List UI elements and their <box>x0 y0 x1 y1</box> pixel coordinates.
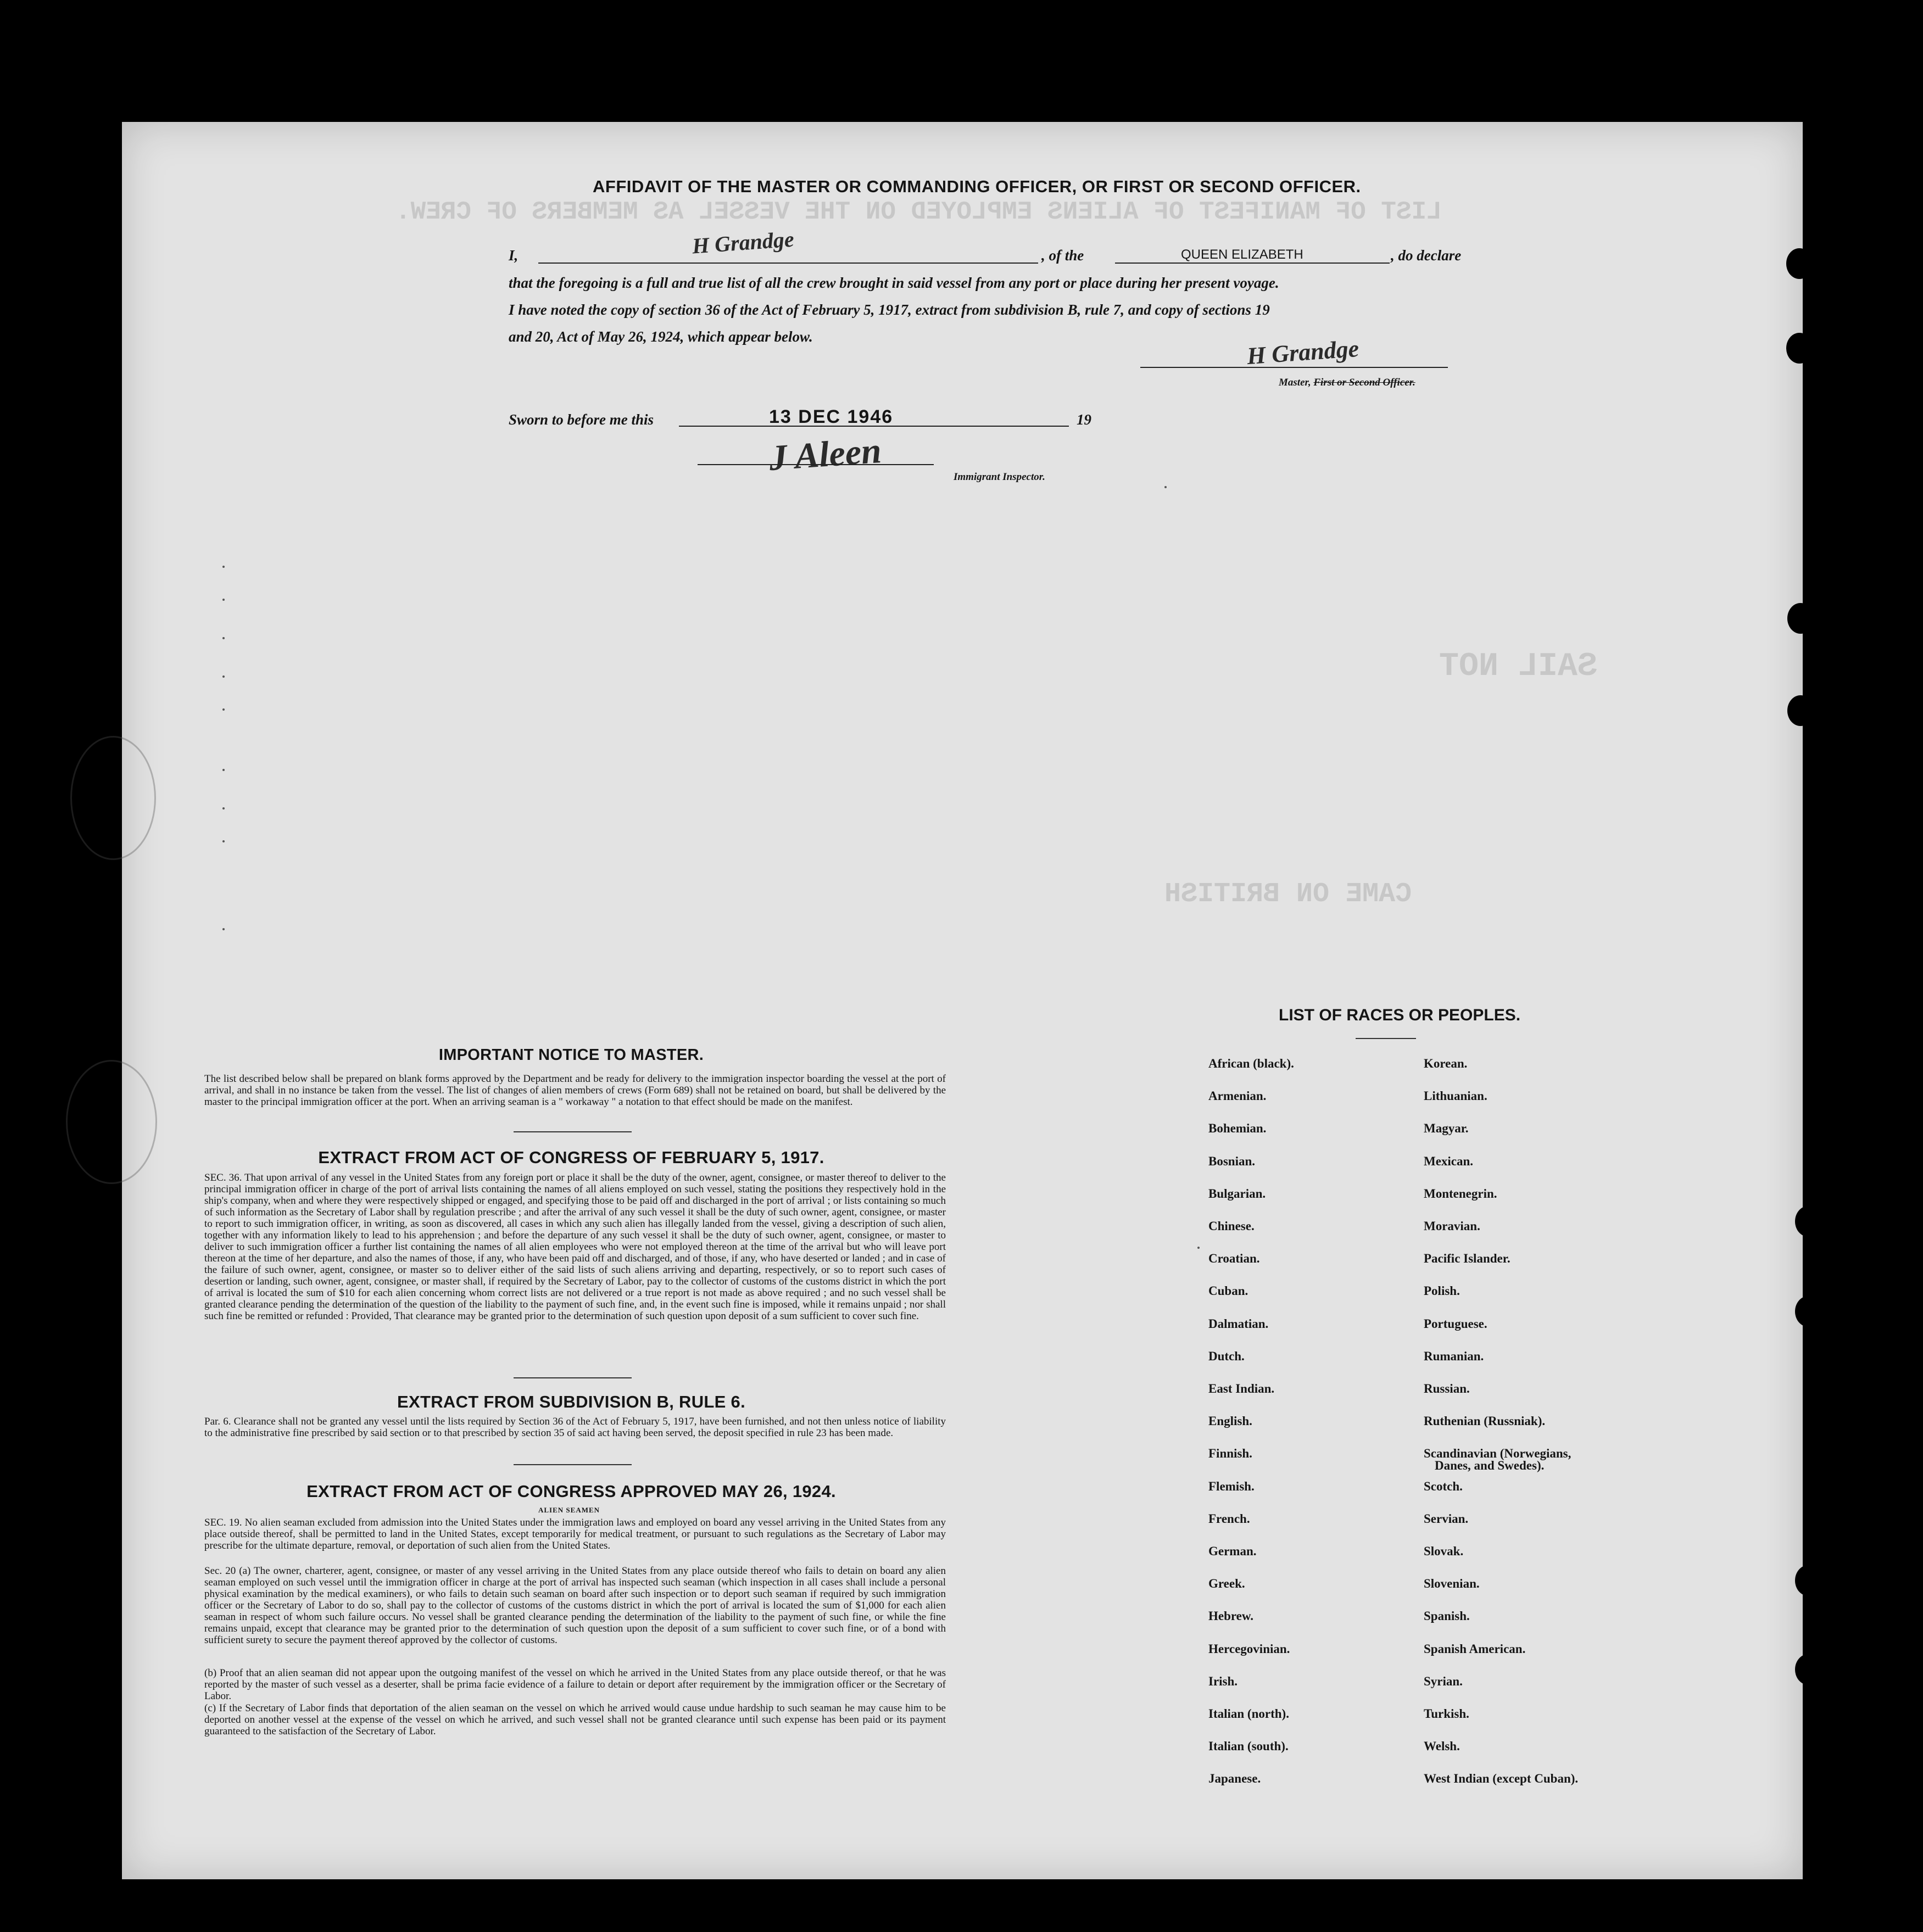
race-item: Pacific Islander. <box>1424 1252 1510 1266</box>
race-item: Irish. <box>1208 1674 1238 1688</box>
race-item: Turkish. <box>1424 1707 1469 1721</box>
race-item: Slovenian. <box>1424 1577 1480 1591</box>
race-item: African (black). <box>1208 1057 1294 1070</box>
divider <box>514 1377 632 1378</box>
master-label: Master, <box>1279 377 1311 388</box>
race-item: Scandinavian (Norwegians, <box>1424 1447 1571 1461</box>
race-item: Mexican. <box>1424 1154 1474 1168</box>
inspector-caption: Immigrant Inspector. <box>954 471 1045 483</box>
affidavit-line-2: that the foregoing is a full and true list of all the crew brought in said vessel from any port or place during her present voyage. <box>509 275 1279 291</box>
punch-hole <box>1786 248 1813 279</box>
races-title: LIST OF RACES OR PEOPLES. <box>1279 1006 1521 1024</box>
affidavit-i: I, <box>509 247 519 264</box>
race-item: Russian. <box>1424 1382 1470 1395</box>
notice-body: The list described below shall be prepared on blank forms approved by the Department and be ready for delivery to the immigration inspector boarding the vessel at the port of arrival, and shall in no instance be taken from the vessel. The list of changes of alien members of crews (Form 689) shall not be retained on board, but shall be delivered by the master to the principal immigration officer at the port. When an arriving seaman is a " workaway " a notation to that effect should be made on the manifest. <box>204 1073 946 1108</box>
vessel-name-field <box>1115 263 1390 264</box>
race-item: Armenian. <box>1208 1089 1267 1103</box>
race-item: Italian (north). <box>1208 1707 1289 1721</box>
punch-hole <box>1795 1296 1821 1327</box>
race-item: Bohemian. <box>1208 1121 1267 1136</box>
race-item: East Indian. <box>1208 1382 1275 1395</box>
sworn-text: Sworn to before me this <box>509 411 654 428</box>
race-item: Slovak. <box>1424 1544 1464 1558</box>
race-item: West Indian (except Cuban). <box>1424 1772 1579 1786</box>
race-item: Spanish. <box>1424 1609 1470 1623</box>
race-scandinavian-continued: Danes, and Swedes). <box>1435 1459 1545 1472</box>
affidavit-of-the: , of the <box>1041 247 1084 264</box>
affidavit-title: AFFIDAVIT OF THE MASTER OR COMMANDING OFFICER, OR FIRST OR SECOND OFFICER. <box>593 177 1361 196</box>
mark <box>222 566 225 568</box>
race-item: Finnish. <box>1208 1447 1252 1461</box>
extract-1924-sec19: SEC. 19. No alien seaman excluded from admission into the United States under the immigration laws and employed on board any vessel arriving in the United States from any place outside thereof, shall be permitted to land in the United States, except temporarily for medical treatment, or pursuant to such regulations as the Secretary of Labor may prescribe for the ultimate departure, removal, or deportation of such alien from the United States. <box>204 1517 946 1551</box>
race-item: Syrian. <box>1424 1674 1463 1688</box>
race-item: English. <box>1208 1414 1252 1428</box>
extract-1924-title: EXTRACT FROM ACT OF CONGRESS APPROVED MAY 26, 1924. <box>306 1482 836 1501</box>
race-item: Portuguese. <box>1424 1316 1487 1331</box>
race-item: Hercegovinian. <box>1208 1641 1290 1656</box>
extract-1924-sec20b: (b) Proof that an alien seaman did not appear upon the outgoing manifest of the vessel on which he arrived in the United States from any place outside thereof, or that he was reported by the master of such vessel as a deserter, shall be prima facie evidence of a failure to detain or deport after requirement by the immigration officer or the Secretary of Labor. <box>204 1667 946 1702</box>
mark <box>222 675 225 678</box>
race-item: Ruthenian (Russniak). <box>1424 1414 1546 1428</box>
race-item: Greek. <box>1208 1577 1245 1591</box>
punch-hole <box>1786 333 1813 364</box>
mark <box>222 637 225 639</box>
race-item: Scotch. <box>1424 1479 1463 1493</box>
divider <box>514 1464 632 1465</box>
mark <box>222 928 225 930</box>
faint-seal-stamp <box>70 736 156 860</box>
rule-6-title: EXTRACT FROM SUBDIVISION B, RULE 6. <box>397 1392 745 1411</box>
mark <box>222 769 225 771</box>
race-item: Montenegrin. <box>1424 1186 1497 1200</box>
mark <box>222 599 225 601</box>
extract-1917-body: SEC. 36. That upon arrival of any vessel in the United States from any foreign port or place it shall be the duty of the owner, agent, consignee, or master thereof to deliver to the principal immigration officer in charge of the port of arrival lists containing the names of all aliens employed on such vessel, stating the positions they respectively hold in the ship's company, when and where they were respectively shipped or engaged, and specifying those to be paid off and discharged in the port of arrival ; or lists containing so much of such information as the Secretary of Labor shall by regulation prescribe ; and after the arrival of any such vessel it shall be the duty of such owner, agent, consignee, or master to report to such immigration officer, in writing, as soon as discovered, all cases in which any such alien has illegally landed from the vessel, giving a description of such alien, together with any information likely to lead to his apprehension ; and before the departure of any such vessel it shall be the duty of such owner, agent, consignee, or master to deliver to such immigration officer a further list containing the names of all alien employees who were not employed thereon at the time of the arrival but who will leave port thereon at the time of her departure, and also the names of those, if any, who have been paid off and discharged, and of those, if any, who have deserted or landed ; and in case of the failure of such owner, agent, consignee, or master so to deliver either of the said lists of such aliens arriving and departing, respectively, or so to report such cases of desertion or landing, such owner, agent, consignee, or master shall, if required by the Secretary of Labor, pay to the collector of customs of the customs district in which the port of arrival is located the sum of $10 for each alien concerning whom correct lists are not delivered or a true report is not made as above required ; and no such vessel shall be granted clearance pending the determination of the question of the liability to the payment of such fine, and, in the event such fine is imposed, while it remains unpaid ; nor shall such fine be remitted or refunded : Provided, That clearance may be granted prior to the determination of such question upon deposit of a sum sufficient to cover such fine. <box>204 1172 946 1322</box>
divider <box>1356 1038 1416 1039</box>
race-item: French. <box>1208 1511 1250 1526</box>
notice-title: IMPORTANT NOTICE TO MASTER. <box>438 1046 704 1064</box>
race-item: Polish. <box>1424 1284 1460 1298</box>
race-item: Korean. <box>1424 1057 1468 1070</box>
race-item: Bosnian. <box>1208 1154 1256 1168</box>
mark <box>1164 486 1167 488</box>
punch-hole <box>1795 1206 1821 1237</box>
mark <box>1197 1247 1200 1249</box>
master-caption <box>1279 377 1415 389</box>
master-signature: H Grandge <box>1246 334 1360 370</box>
inspector-signature-line <box>698 464 934 465</box>
race-item: Chinese. <box>1208 1219 1255 1233</box>
race-item: Italian (south). <box>1208 1739 1289 1754</box>
rule-6-body: Par. 6. Clearance shall not be granted any vessel until the lists required by Section 36 of the Act of February 5, 1917, have been furnished, and not then unless notice of liability to the administrative fine prescribed by said section or to that prescribed by section 35 of said act having been served, the deposit specified in rule 23 has been made. <box>204 1416 946 1439</box>
punch-hole <box>1787 603 1814 634</box>
race-item: Rumanian. <box>1424 1349 1484 1363</box>
race-item: Japanese. <box>1208 1772 1261 1786</box>
race-item: German. <box>1208 1544 1257 1558</box>
extract-1917-title: EXTRACT FROM ACT OF CONGRESS OF FEBRUARY 5, 1917. <box>318 1148 824 1167</box>
punch-hole <box>1795 1654 1821 1685</box>
master-signature-top: H Grandge <box>691 226 795 259</box>
divider <box>514 1131 632 1132</box>
master-signature-line <box>1140 367 1448 368</box>
bleed-through: CAME ON BRITISH <box>1164 879 1412 910</box>
mark <box>222 807 225 809</box>
race-item: Flemish. <box>1208 1479 1255 1493</box>
affidavit-line-4: and 20, Act of May 26, 1924, which appear below. <box>509 328 813 345</box>
affidavit-line-1 <box>509 247 1486 264</box>
race-item: Cuban. <box>1208 1284 1248 1298</box>
race-item: Hebrew. <box>1208 1609 1253 1623</box>
race-item: Dalmatian. <box>1208 1316 1269 1331</box>
bleed-through: LIST OF MANIFEST OF ALIENS EMPLOYED ON THE VESSEL AS MEMBERS OF CREW. <box>395 198 1442 226</box>
race-item: Bulgarian. <box>1208 1186 1266 1200</box>
race-item: Magyar. <box>1424 1121 1469 1136</box>
race-item: Servian. <box>1424 1511 1469 1526</box>
sworn-date-stamp: 13 DEC 1946 <box>769 406 894 427</box>
extract-1924-sec20c: (c) If the Secretary of Labor finds that deportation of the alien seaman on the vessel on which he arrived would cause undue hardship to such seaman he may cause him to be deported on another vessel at the expense of the vessel on which he arrived, and such vessel shall not be granted clearance until such expense has been paid or its payment guaranteed to the satisfaction of the Secretary of Labor. <box>204 1702 946 1737</box>
faint-seal-stamp <box>66 1060 157 1184</box>
race-item: Spanish American. <box>1424 1641 1526 1656</box>
vessel-name: QUEEN ELIZABETH <box>1181 247 1303 262</box>
mark <box>222 708 225 711</box>
sworn-year: 19 <box>1077 411 1091 428</box>
declarant-name-field <box>538 263 1038 264</box>
race-item: Dutch. <box>1208 1349 1245 1363</box>
race-item: Lithuanian. <box>1424 1089 1487 1103</box>
punch-hole <box>1795 1565 1821 1596</box>
extract-1924-sec20a: Sec. 20 (a) The owner, charterer, agent, consignee, or master of any vessel arriving in the United States from any place outside thereof who fails to detain on board any alien seaman employed on such vessel until the immigration officer in charge at the port of arrival has inspected such seaman (which inspection in all cases shall include a personal physical examination by the medical examiners), or who fails to detain such seaman on board after such inspection or to deport such seaman if required by such immigration officer or the Secretary of Labor to do so, shall pay to the collector of customs of the customs district in which the port of arrival is located the sum of $1,000 for each alien seaman in respect of whom such failure occurs. No vessel shall be granted clearance pending the determination of the liability to the payment of such fine, or while the fine remains unpaid, except that clearance may be granted prior to the determination of such question upon the deposit of a sum sufficient to cover such fine, or of a bond with sufficient surety to secure the payment thereof approved by the collector of customs. <box>204 1565 946 1646</box>
affidavit-line-3: I have noted the copy of section 36 of the Act of February 5, 1917, extract from subdivision B, rule 7, and copy of sections 19 <box>509 301 1270 318</box>
punch-hole <box>1787 695 1814 726</box>
race-item: Croatian. <box>1208 1252 1260 1266</box>
race-item: Moravian. <box>1424 1219 1480 1233</box>
affidavit-do-declare: , do declare <box>1391 247 1462 264</box>
mark <box>222 840 225 842</box>
race-item: Welsh. <box>1424 1739 1460 1754</box>
struck-officer-label: First or Second Officer. <box>1313 377 1415 388</box>
bleed-through: SAIL NOT <box>1439 648 1598 685</box>
alien-seamen-subhead: ALIEN SEAMEN <box>538 1506 600 1514</box>
inspector-signature: J Aleen <box>767 430 883 479</box>
